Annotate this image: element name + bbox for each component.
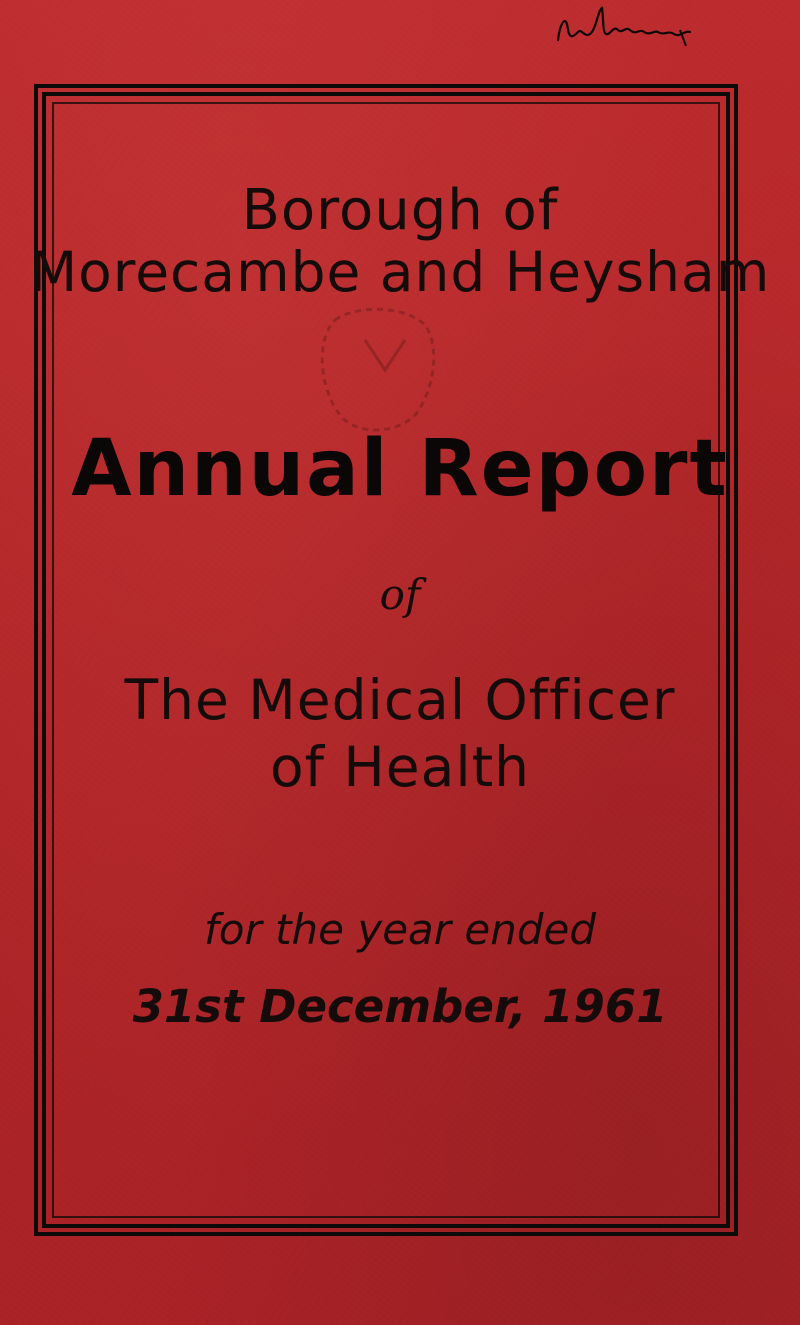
report-title: Annual Report	[71, 424, 729, 514]
period-line2: 31st December, 1961	[132, 980, 668, 1033]
period-line1: for the year ended	[203, 905, 597, 954]
subject-line2: of Health	[269, 735, 531, 799]
borough-heading-line1: Borough of	[241, 178, 559, 243]
borough-heading-line2: Morecambe and Heysham	[29, 240, 771, 304]
connector-of: of	[379, 570, 421, 619]
subject-line1: The Medical Officer	[124, 668, 676, 732]
handwritten-signature-icon	[540, 0, 720, 50]
